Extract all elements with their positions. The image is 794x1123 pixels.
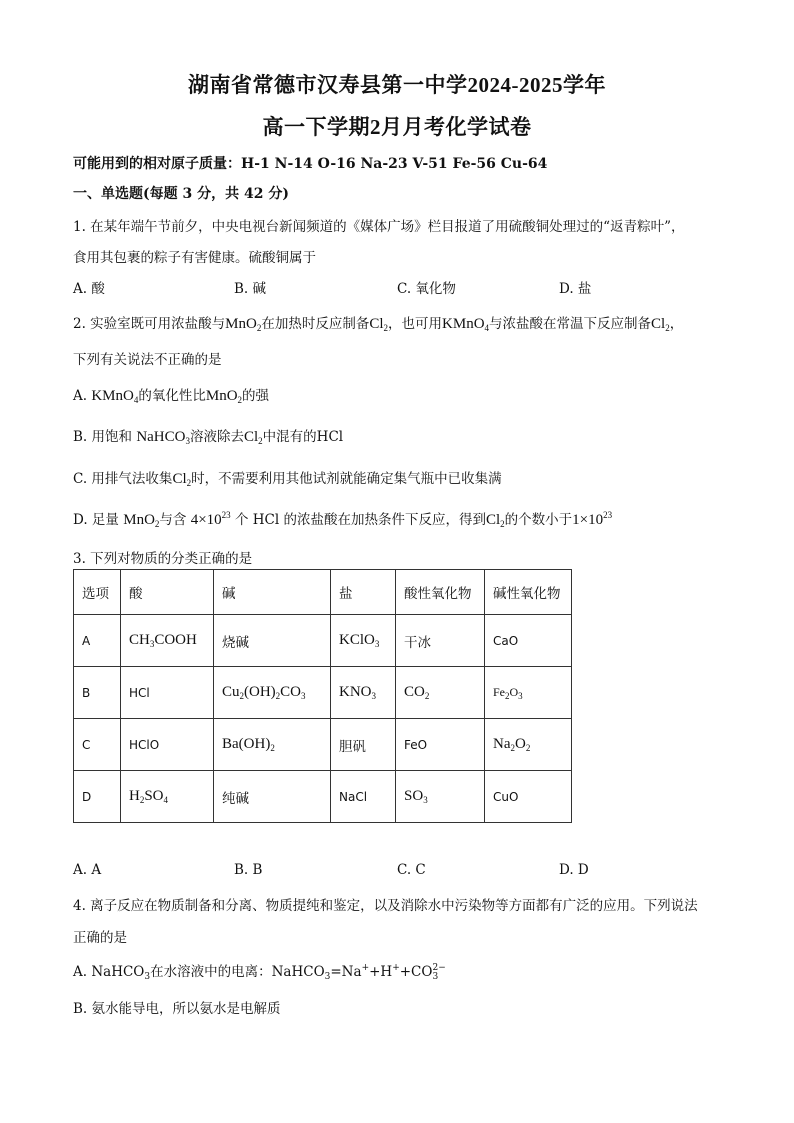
acid-cell: HClO [121,719,214,771]
salt-cell: $KNO_3$ [331,667,396,719]
row-label: A [74,615,121,667]
row-label: B [74,667,121,719]
q4-option-b[interactable]: B. 氨水能导电，所以氨水是电解质 [73,1001,281,1017]
base-cell: 纯碱 [214,771,331,823]
table-row [74,667,572,719]
basic-oxide-cell: $Fe_2O_3$ [485,667,572,719]
table-header-cell: 酸 [121,570,214,615]
table-header-cell: 碱性氧化物 [485,570,572,615]
q4-option-a[interactable]: A. NaHCO$_3$在水溶液中的电离：NaHCO$_3$=Na++H++CO 2− 3 [73,962,446,982]
q2-stem-line2: 下列有关说法不正确的是 [73,352,222,368]
table-header-row [74,570,572,615]
q3-stem: 3. 下列对物质的分类正确的是 [73,551,253,567]
base-cell: $Cu_2(OH)_2CO_3$ [214,667,331,719]
q2-option-c[interactable]: C. 用排气法收集$Cl_2$时，不需要利用其他试剂就能确定集气瓶中已收集满 [73,471,502,488]
q1-stem-line2: 食用其包裹的粽子有害健康。硫酸铜属于 [73,250,316,266]
row-label: C [74,719,121,771]
q3-option-b[interactable]: B. B [234,862,263,878]
q1-option-a[interactable]: A. 酸 [73,281,105,297]
page-subtitle: 高一下学期2月月考化学试卷 [262,115,532,139]
q3-option-a[interactable]: A. A [73,862,102,878]
q2-option-d[interactable]: D. 足量 MnO$_2$与含 $4\times 10^{23}$ 个 HCl 的浓盐酸在加热条件下反应，得到$Cl_2$的个数小于$1\times 10^{23}$ [73,510,613,529]
salt-cell: KClO$_3$ [331,615,396,667]
table-header-cell: 选项 [74,570,121,615]
table-row [74,771,572,823]
base-cell: 烧碱 [214,615,331,667]
formula-cl2: $Cl_2$ [369,316,389,333]
salt-cell: 胆矾 [331,719,396,771]
row-label: D [74,771,121,823]
table-row [74,719,572,771]
table-header-cell: 酸性氧化物 [396,570,485,615]
q3-options [73,862,723,882]
table-header-cell: 盐 [331,570,396,615]
base-cell: $Ba(OH)_2$ [214,719,331,771]
atomic-masses-note: 可能用到的相对原子质量：H-1 N-14 O-16 Na-23 V-51 Fe-56 Cu-64 [73,156,548,172]
q3-option-c[interactable]: C. C [397,862,426,878]
table-row [74,615,572,667]
q2-option-b[interactable]: B. 用饱和 NaHCO$_3$溶液除去$Cl_2$中混有的HCl [73,429,344,446]
page-title: 湖南省常德市汉寿县第一中学2024-2025学年 [188,73,606,97]
q1-option-d[interactable]: D. 盐 [559,281,592,297]
acid-cell: $H_2SO_4$ [121,771,214,823]
acidic-oxide-cell: 干冰 [396,615,485,667]
basic-oxide-cell: CuO [485,771,572,823]
q2-stem-line1: 2. 实验室既可用浓盐酸与MnO$_2$在加热时反应制备$Cl_2$，也可用KMnO$_4$与浓盐酸在常温下反应制备$Cl_2$， [73,316,684,333]
q2-option-a[interactable]: A. KMnO$_4$的氧化性比MnO$_2$的强 [73,388,270,405]
classification-table [73,569,572,823]
formula-mno2: MnO$_2$ [225,316,262,333]
basic-oxide-cell: CaO [485,615,572,667]
acid-cell: HCl [121,667,214,719]
q4-stem-line1: 4. 离子反应在物质制备和分离、物质提纯和鉴定，以及消除水中污染物等方面都有广泛的应用。下列说法 [73,898,698,914]
q1-options [73,277,723,297]
salt-cell: NaCl [331,771,396,823]
q1-stem-line1: 1. 在某年端午节前夕，中央电视台新闻频道的《媒体广场》栏目报道了用硫酸铜处理过的“返青粽叶”， [73,219,685,235]
formula-kmno4: KMnO$_4$ [442,316,490,333]
basic-oxide-cell: $Na_2O_2$ [485,719,572,771]
acidic-oxide-cell: $SO_3$ [396,771,485,823]
q4-stem-line2: 正确的是 [73,930,127,946]
formula-cl2: $Cl_2$ [651,316,670,333]
q3-option-d[interactable]: D. D [559,862,589,878]
q1-option-b[interactable]: B. 碱 [234,281,267,297]
acidic-oxide-cell: FeO [396,719,485,771]
table-header-cell: 碱 [214,570,331,615]
section-heading: 一、单选题(每题 3 分，共 42 分) [73,186,289,202]
q1-option-c[interactable]: C. 氧化物 [397,281,456,297]
acid-cell: $CH_3COOH$ [121,615,214,667]
acidic-oxide-cell: $CO_2$ [396,667,485,719]
